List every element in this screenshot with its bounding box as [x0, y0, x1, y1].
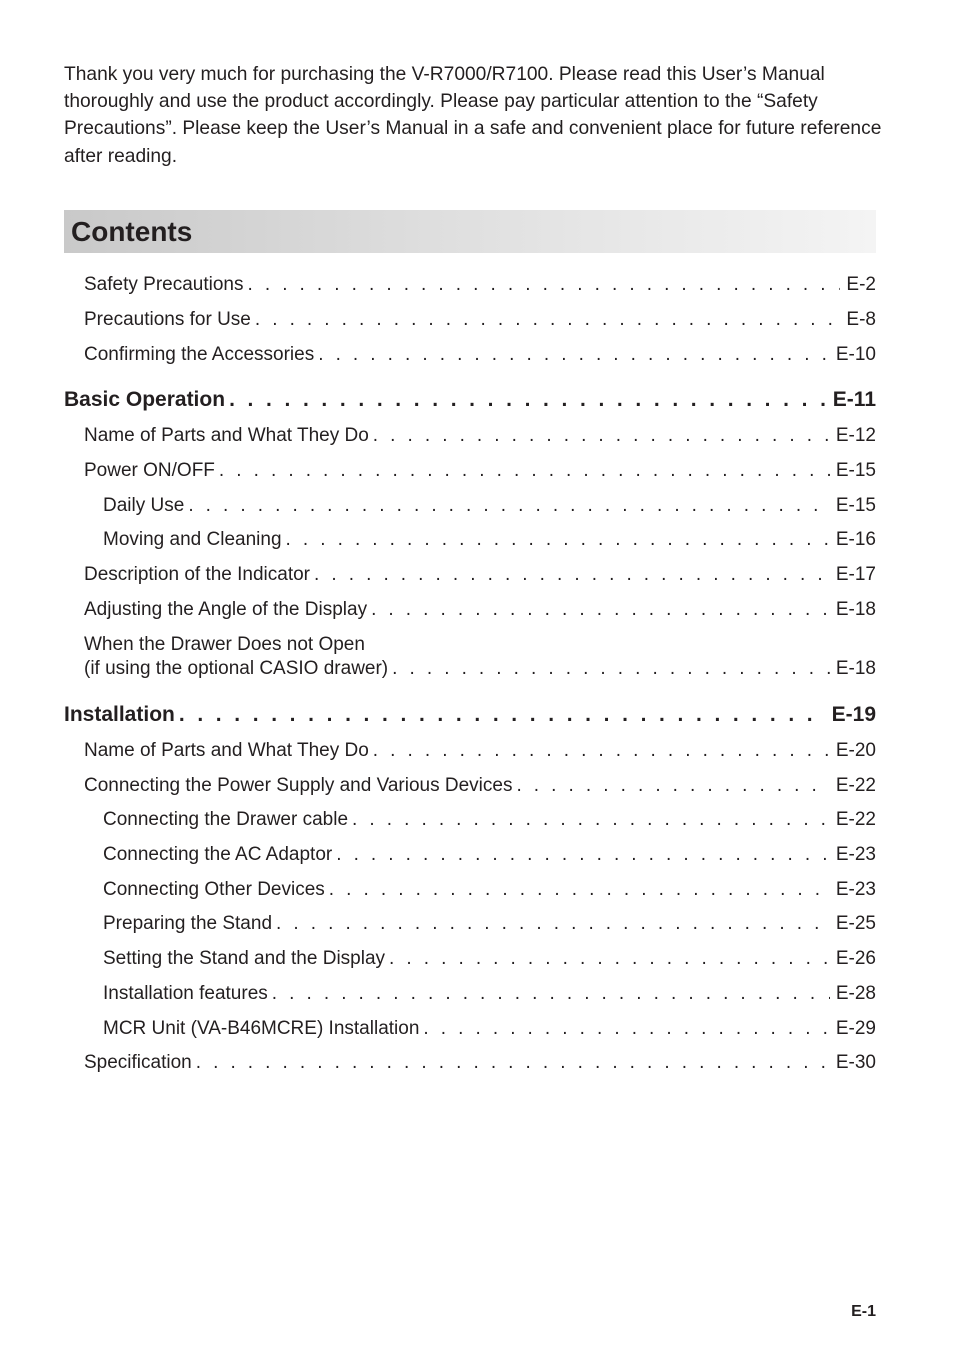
toc-entry-title: Adjusting the Angle of the Display	[84, 599, 368, 620]
toc-entry-title: Connecting the AC Adaptor	[103, 844, 333, 865]
toc-entry[interactable]	[84, 655, 876, 682]
toc-entry-title-line1: When the Drawer Does not Open	[84, 634, 365, 655]
toc-entry-title: Confirming the Accessories	[84, 344, 315, 365]
toc-entry-page: E-26	[835, 948, 876, 969]
toc-entry-title: Moving and Cleaning	[103, 529, 282, 550]
toc-subentry[interactable]	[103, 910, 876, 937]
contents-title: Contents	[71, 216, 193, 247]
toc-entry[interactable]	[84, 772, 876, 799]
toc-entry-page: E-16	[835, 529, 876, 550]
toc-entry-title: Installation features	[103, 983, 268, 1004]
intro-paragraph: Thank you very much for purchasing the V-R7000/R7100. Please read this User’s Manual thoroughly and use the product accordingly. Please pay particular attention to the “Safety Precautions”. Please keep the User’s Manual in a safe and convenient place for future reference after reading.	[64, 64, 882, 167]
toc-section-basic-operation[interactable]	[64, 386, 876, 413]
toc-entry-title: (if using the optional CASIO drawer)	[84, 658, 389, 679]
contents-heading-bar	[64, 210, 876, 253]
toc-subentry[interactable]	[103, 841, 876, 868]
toc-entry-title: Setting the Stand and the Display	[103, 948, 386, 969]
toc-entry-title: Power ON/OFF	[84, 460, 215, 481]
toc-entry-page: E-17	[835, 564, 876, 585]
toc-subentry[interactable]	[103, 876, 876, 903]
toc-subentry[interactable]	[103, 526, 876, 553]
toc-entry-title: MCR Unit (VA-B46MCRE) Installation	[103, 1018, 420, 1039]
toc-entry-page: E-15	[835, 460, 876, 481]
toc-entry-page: E-29	[835, 1018, 876, 1039]
toc-section-page: E-19	[831, 703, 876, 726]
toc-entry-page: E-2	[846, 274, 876, 295]
toc-entry-title: Safety Precautions	[84, 274, 244, 295]
toc-entry-title: Connecting Other Devices	[103, 879, 325, 900]
toc-entry[interactable]	[84, 1049, 876, 1076]
toc-entry[interactable]	[84, 737, 876, 764]
toc-entry-page: E-22	[835, 775, 876, 796]
toc-subentry[interactable]	[103, 806, 876, 833]
toc-subentry[interactable]	[103, 1015, 876, 1042]
toc-entry-page: E-28	[835, 983, 876, 1004]
toc-entry[interactable]	[84, 271, 876, 298]
page-number: E-1	[851, 1303, 876, 1320]
toc-entry[interactable]	[84, 561, 876, 588]
toc-entry-page: E-18	[835, 599, 876, 620]
toc-entry-page: E-25	[835, 913, 876, 934]
toc-entry[interactable]	[84, 422, 876, 449]
toc-entry[interactable]	[84, 596, 876, 623]
toc-entry-title: Daily Use	[103, 495, 185, 516]
toc-entry[interactable]	[84, 457, 876, 484]
toc-section-title: Basic Operation	[64, 388, 226, 411]
toc-section-title: Installation	[64, 703, 175, 726]
toc-entry-page: E-23	[835, 844, 876, 865]
toc-entry-page: E-10	[835, 344, 876, 365]
toc-subentry[interactable]	[103, 980, 876, 1007]
toc-entry-title: Precautions for Use	[84, 309, 251, 330]
toc-entry-page: E-15	[835, 495, 876, 516]
toc-entry-title: Name of Parts and What They Do	[84, 425, 369, 446]
toc-subentry[interactable]	[103, 945, 876, 972]
toc-entry-title: Connecting the Drawer cable	[103, 809, 349, 830]
toc-section-page: E-11	[832, 388, 876, 411]
toc-entry-page: E-20	[835, 740, 876, 761]
toc-entry-title: Connecting the Power Supply and Various Devices	[84, 775, 513, 796]
toc-entry-title: Specification	[84, 1052, 192, 1073]
toc-entry-title: Description of the Indicator	[84, 564, 311, 585]
toc-section-installation[interactable]	[64, 701, 876, 728]
toc-entry-title: Name of Parts and What They Do	[84, 740, 369, 761]
toc-entry-page: E-18	[835, 658, 876, 679]
toc-entry-page: E-23	[835, 879, 876, 900]
toc-entry-title: Preparing the Stand	[103, 913, 273, 934]
toc-entry-page: E-12	[835, 425, 876, 446]
toc-subentry[interactable]	[103, 492, 876, 519]
toc-entry-page: E-8	[846, 309, 876, 330]
toc-entry-page: E-22	[835, 809, 876, 830]
toc-entry[interactable]	[84, 306, 876, 333]
toc-entry-page: E-30	[835, 1052, 876, 1073]
toc-entry[interactable]	[84, 341, 876, 368]
